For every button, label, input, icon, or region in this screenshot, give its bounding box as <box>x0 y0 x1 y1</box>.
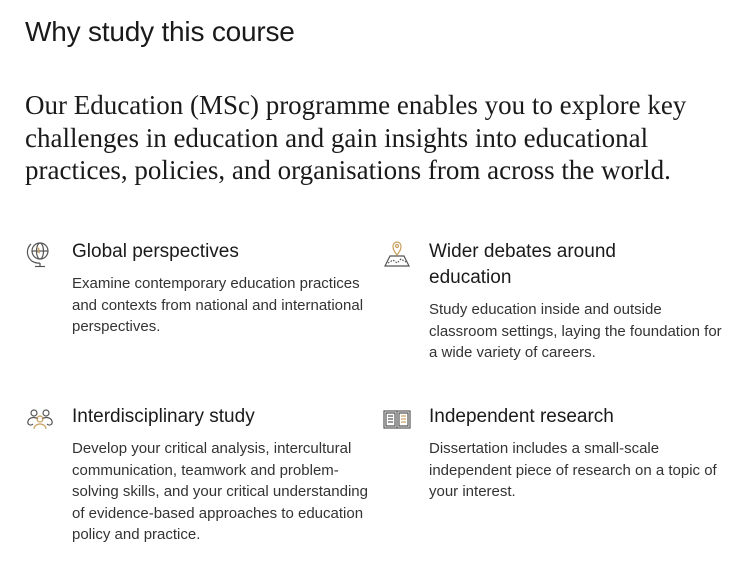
feature-interdisciplinary-study <box>72 404 372 546</box>
intro-paragraph: Our Education (MSc) programme enables you to explore key challenges in education and gain insights into educational practices, policies, and organisations from across the world. <box>25 90 687 185</box>
feature-title: Wider debates around education <box>429 241 616 288</box>
feature-title: Independent research <box>429 406 614 427</box>
feature-description: Dissertation includes a small-scale independent piece of research on a topic of your interest. <box>429 440 717 500</box>
feature-description: Develop your critical analysis, intercultural communication, teamwork and problem-solving skills, and your critical understanding of evidence-based approaches to education policy and practice. <box>72 440 368 543</box>
feature-independent-research <box>429 404 724 503</box>
section-title: Why study this course <box>25 16 295 47</box>
feature-title: Interdisciplinary study <box>72 406 255 427</box>
feature-wider-debates <box>429 239 724 364</box>
feature-global-perspectives <box>72 239 372 338</box>
people-group-icon <box>25 404 55 434</box>
feature-description: Examine contemporary education practices and contexts from national and international perspectives. <box>72 275 364 335</box>
map-pin-icon <box>382 239 412 269</box>
open-book-icon <box>382 404 412 434</box>
feature-title: Global perspectives <box>72 241 239 262</box>
globe-icon <box>25 239 55 269</box>
feature-description: Study education inside and outside classroom settings, laying the foundation for a wide variety of careers. <box>429 301 722 361</box>
